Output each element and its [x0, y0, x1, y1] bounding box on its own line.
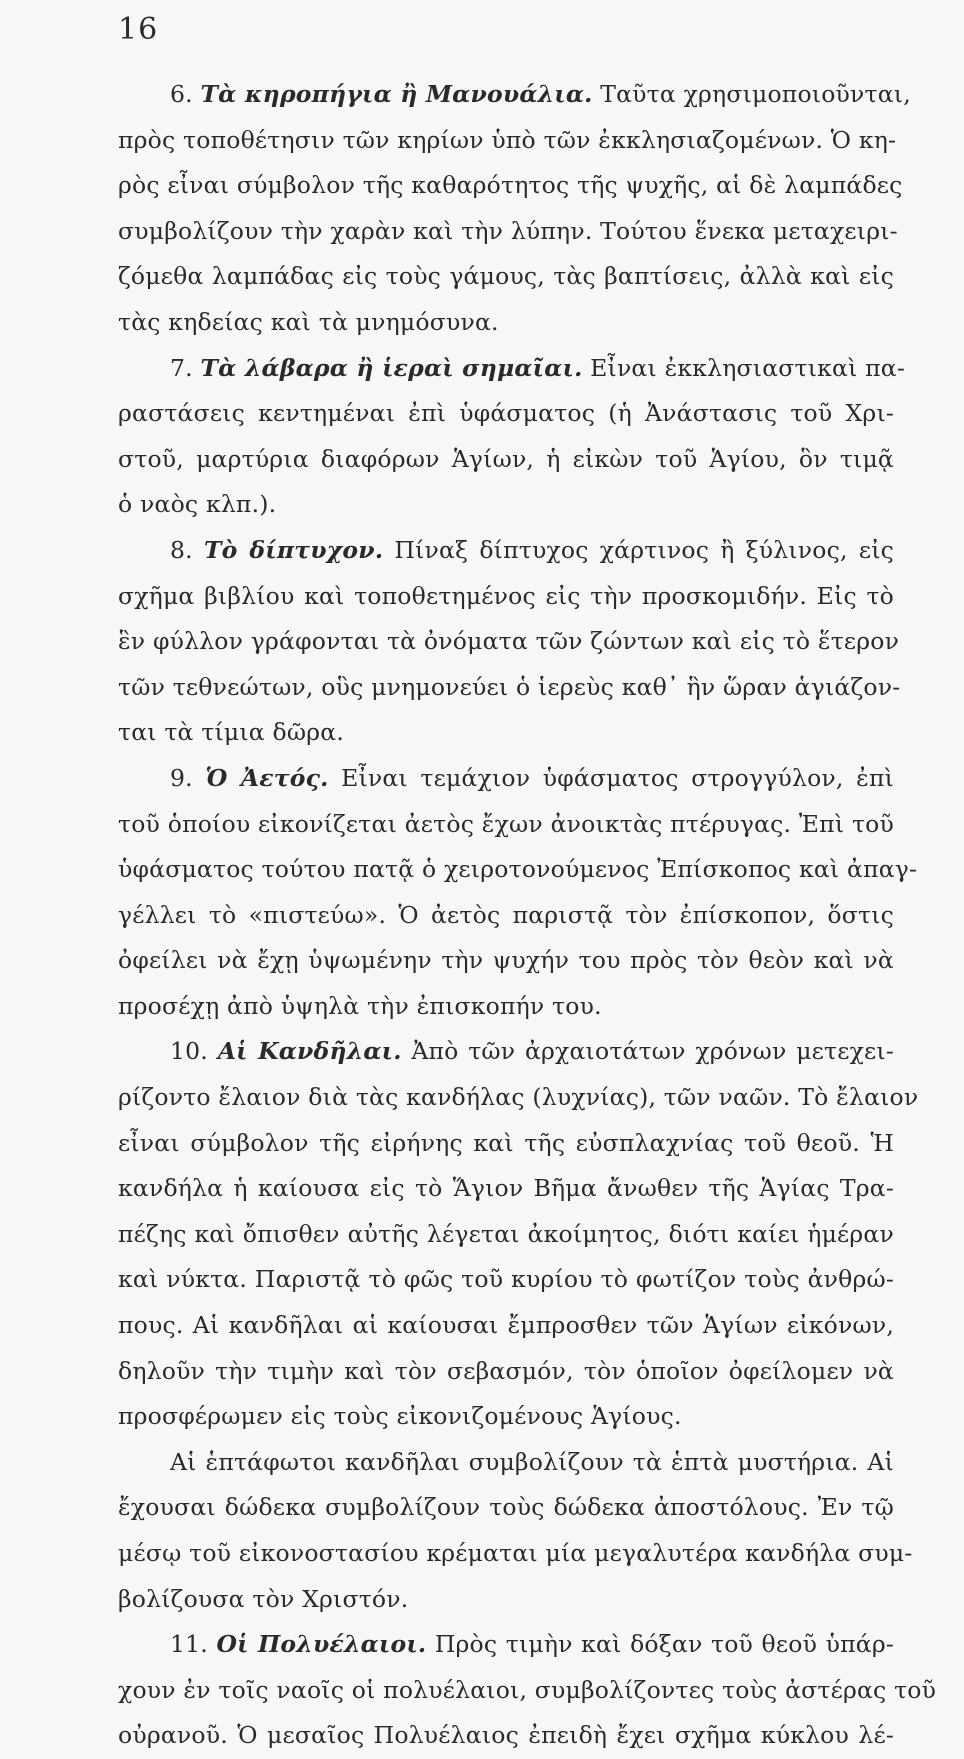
line-text: μέσῳ τοῦ εἰκονοστασίου κρέμαται μία μεγαλυτέρα κανδήλα συμ-	[118, 1539, 913, 1567]
line-text: εἶναι σύμβολον τῆς εἰρήνης καὶ τῆς εὐσπλαχνίας τοῦ θεοῦ. Ἡ	[118, 1128, 894, 1157]
text-line	[118, 118, 897, 164]
line-text: τὰς κηδείας καὶ τὰ μνημόσυνα.	[118, 307, 499, 336]
text-line	[118, 482, 894, 528]
section-number: 6.	[170, 80, 201, 108]
text-line	[118, 1257, 894, 1303]
text-line	[118, 254, 894, 300]
line-text: ὁ ναὸς κλπ.).	[118, 490, 277, 519]
text-line	[118, 391, 894, 437]
section-title: Τὸ δίπτυχον.	[203, 535, 384, 564]
section-number: 11.	[170, 1630, 217, 1659]
section-number: 8.	[170, 535, 204, 564]
text-line	[118, 1075, 919, 1121]
line-text: ρίζοντο ἔλαιον διὰ τὰς κανδήλας (λυχνίας), τῶν ναῶν. Τὸ ἔλαιον	[118, 1083, 919, 1112]
body-text	[118, 72, 937, 1759]
line-text: Ταῦτα χρησιμοποιοῦνται,	[592, 80, 911, 108]
line-text: βολίζουσα τὸν Χριστόν.	[118, 1584, 409, 1613]
text-line	[118, 1394, 894, 1440]
line-text: ρὸς εἶναι σύμβολον τῆς καθαρότητος τῆς ψυχῆς, αἱ δὲ λαμπάδες	[118, 171, 903, 200]
line-text: ζόμεθα λαμπάδας εἰς τοὺς γάμους, τὰς βαπτίσεις, ἀλλὰ καὶ εἰς	[118, 262, 894, 291]
text-line	[118, 1440, 894, 1486]
line-text: ὀφείλει νὰ ἔχῃ ὑψωμένην τὴν ψυχήν του πρὸς τὸν θεὸν καὶ νὰ	[118, 946, 894, 975]
text-line	[118, 209, 898, 255]
line-text: ται τὰ τίμια δῶρα.	[118, 718, 345, 747]
text-line	[118, 893, 894, 939]
section-title: Τὰ κηροπήγια ἢ Μανουάλια.	[200, 80, 593, 108]
line-text: Εἶναι ἐκκλησιαστικαὶ πα-	[582, 353, 906, 382]
section-number: 7.	[170, 353, 201, 382]
line-text: πέζης καὶ ὄπισθεν αὐτῆς λέγεται ἀκοίμητος, διότι καίει ἡμέραν	[118, 1219, 894, 1248]
line-text: δηλοῦν τὴν τιμὴν καὶ τὸν σεβασμόν, τὸν ὁποῖον ὀφείλομεν νὰ	[118, 1356, 894, 1385]
text-line	[118, 1212, 894, 1258]
line-text: Αἱ ἑπτάφωτοι κανδῆλαι συμβολίζουν τὰ ἑπτὰ μυστήρια. Αἱ	[170, 1447, 894, 1476]
section-title: Αἱ Κανδῆλαι.	[217, 1037, 402, 1066]
line-text: σχῆμα βιβλίου καὶ τοποθετημένος εἰς τὴν προσκομιδήν. Εἰς τὸ	[118, 581, 894, 610]
line-text: οὐρανοῦ. Ὁ μεσαῖος Πολυέλαιος ἐπειδὴ ἔχει σχῆμα κύκλου λέ-	[118, 1721, 894, 1750]
text-line	[118, 1531, 913, 1577]
text-line	[118, 163, 903, 209]
section-number: 10.	[170, 1037, 218, 1066]
text-line	[118, 665, 901, 711]
section-heading-line	[118, 1029, 894, 1075]
text-line	[118, 619, 900, 665]
text-line	[118, 1485, 894, 1531]
page-number: 16	[118, 12, 159, 47]
text-line	[118, 1303, 894, 1349]
section-heading-line	[118, 528, 894, 574]
text-line	[118, 1713, 894, 1759]
text-line	[118, 1668, 937, 1714]
text-line	[118, 437, 894, 483]
section-title: Οἱ Πολυέλαιοι.	[216, 1630, 427, 1659]
section-heading-line	[118, 346, 906, 392]
line-text: ἓν φύλλον γράφονται τὰ ὀνόματα τῶν ζώντων καὶ εἰς τὸ ἕτερον	[118, 627, 900, 656]
text-line	[118, 1166, 894, 1212]
section-heading-line	[118, 1622, 894, 1668]
line-text: ἔχουσαι δώδεκα συμβολίζουν τοὺς δώδεκα ἀποστόλους. Ἐν τῷ	[118, 1493, 894, 1522]
text-line	[118, 1577, 894, 1623]
line-text: τοῦ ὁποίου εἰκονίζεται ἀετὸς ἔχων ἀνοικτὰς πτέρυγας. Ἐπὶ τοῦ	[118, 809, 894, 838]
section-number: 9.	[170, 763, 206, 792]
section-title: Ὁ Ἀετός.	[205, 763, 329, 792]
section-heading-line	[118, 72, 911, 118]
line-text: τῶν τεθνεώτων, οὓς μνημονεύει ὁ ἱερεὺς καθ᾽ ἣν ὥραν ἁγιάζον-	[118, 672, 901, 701]
text-line	[118, 710, 894, 756]
line-text: Πίναξ δίπτυχος χάρτινος ἢ ξύλινος, εἰς	[383, 535, 894, 564]
line-text: χουν ἐν τοῖς ναοῖς οἱ πολυέλαιοι, συμβολίζοντες τοὺς ἀστέρας τοῦ	[118, 1675, 937, 1704]
line-text: γέλλει τὸ «πιστεύω». Ὁ ἀετὸς παριστᾷ τὸν ἐπίσκοπον, ὅστις	[118, 900, 894, 929]
section-heading-line	[118, 756, 894, 802]
line-text: συμβολίζουν τὴν χαρὰν καὶ τὴν λύπην. Τούτου ἕνεκα μεταχειρι-	[118, 216, 898, 245]
text-line	[118, 574, 894, 620]
text-line	[118, 1349, 894, 1395]
line-text: στοῦ, μαρτύρια διαφόρων Ἁγίων, ἡ εἰκὼν τοῦ Ἁγίου, ὃν τιμᾷ	[118, 444, 894, 473]
text-line	[118, 300, 894, 346]
line-text: πρὸς τοποθέτησιν τῶν κηρίων ὑπὸ τῶν ἐκκλησιαζομένων. Ὁ κη-	[118, 125, 897, 154]
text-line	[118, 938, 894, 984]
section-title: Τὰ λάβαρα ἢ ἱεραὶ σημαῖαι.	[200, 353, 583, 382]
line-text: προσέχῃ ἀπὸ ὑψηλὰ τὴν ἐπισκοπήν του.	[118, 991, 602, 1020]
text-line	[118, 847, 918, 893]
line-text: Εἶναι τεμάχιον ὑφάσματος στρογγύλον, ἐπὶ	[328, 763, 895, 792]
line-text: κανδήλα ἡ καίουσα εἰς τὸ Ἅγιον Βῆμα ἄνωθεν τῆς Ἁγίας Τρα-	[118, 1174, 894, 1203]
line-text: ὑφάσματος τούτου πατᾷ ὁ χειροτονούμενος Ἐπίσκοπος καὶ ἀπαγ-	[118, 855, 918, 884]
line-text: ραστάσεις κεντημέναι ἐπὶ ὑφάσματος (ἡ Ἀνάστασις τοῦ Χρι-	[118, 399, 894, 428]
line-text: προσφέρωμεν εἰς τοὺς εἰκονιζομένους Ἁγίους.	[118, 1402, 682, 1431]
line-text: Ἀπὸ τῶν ἀρχαιοτάτων χρόνων μετεχει-	[401, 1037, 894, 1066]
line-text: Πρὸς τιμὴν καὶ δόξαν τοῦ θεοῦ ὑπάρ-	[426, 1630, 894, 1659]
text-line	[118, 1121, 894, 1167]
line-text: καὶ νύκτα. Παριστᾷ τὸ φῶς τοῦ κυρίου τὸ φωτίζον τοὺς ἀνθρώ-	[118, 1265, 894, 1294]
line-text: πους. Αἱ κανδῆλαι αἱ καίουσαι ἔμπροσθεν τῶν Ἁγίων εἰκόνων,	[118, 1311, 894, 1340]
text-line	[118, 802, 894, 848]
text-line	[118, 984, 894, 1030]
